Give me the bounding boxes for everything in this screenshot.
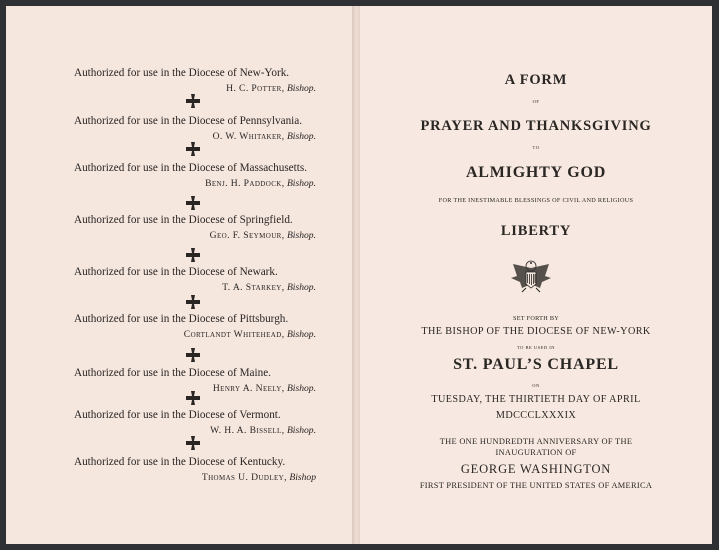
title-liberty: LIBERTY	[500, 223, 572, 239]
bishop-name: Geo. F. Seymour,	[209, 230, 285, 241]
bishop-title: Bishop.	[286, 425, 316, 436]
bishop-title: Bishop.	[286, 178, 316, 189]
entry-line: Authorized for use in the Diocese of New-York.	[74, 67, 290, 79]
bishop-title: Bishop.	[286, 230, 316, 241]
line-year: MDCCCLXXXIX	[495, 410, 577, 421]
diocese-entry-pittsburgh	[74, 313, 316, 340]
bishop-title: Bishop.	[286, 383, 316, 394]
diocese-entry-springfield	[74, 214, 316, 241]
diocese-entry-pennsylvania	[74, 115, 316, 142]
diocese-entry-massachusetts	[74, 162, 316, 189]
bishop-title: Bishop.	[286, 131, 316, 142]
line-anniversary: THE ONE HUNDREDTH ANNIVERSARY OF THE	[439, 437, 633, 446]
maltese-cross-icon	[186, 391, 200, 405]
diocese-entry-kentucky	[74, 456, 316, 483]
bishop-name: T. A. Starkey,	[222, 282, 285, 293]
bishop-name: H. C. Potter,	[226, 83, 285, 94]
diocese-entry-vermont	[74, 409, 316, 436]
title-st-pauls-chapel: ST. PAUL’S CHAPEL	[453, 356, 619, 373]
line-inauguration: INAUGURATION OF	[495, 448, 577, 457]
maltese-cross-icon	[186, 348, 200, 362]
label-to: TO	[532, 145, 540, 150]
maltese-cross-icon	[186, 248, 200, 262]
label-set-forth-by: SET FORTH BY	[512, 315, 560, 322]
eagle-seal-icon	[508, 254, 554, 300]
diocese-entry-new-york	[74, 67, 316, 94]
title-a-form: A FORM	[504, 72, 568, 88]
line-date: TUESDAY, THE THIRTIETH DAY OF APRIL	[431, 394, 641, 405]
name-george-washington: GEORGE WASHINGTON	[460, 462, 612, 476]
bishop-title: Bishop	[289, 472, 316, 483]
title-prayer-thanksgiving: PRAYER AND THANKSGIVING	[420, 118, 652, 134]
maltese-cross-icon	[186, 295, 200, 309]
entry-line: Authorized for use in the Diocese of Pittsburgh.	[74, 313, 289, 325]
entry-line: Authorized for use in the Diocese of Massachusetts.	[74, 162, 308, 174]
bishop-name: Thomas U. Dudley,	[201, 472, 287, 483]
entry-line: Authorized for use in the Diocese of Maine.	[74, 367, 271, 379]
entry-line: Authorized for use in the Diocese of Newark.	[74, 266, 278, 278]
subtitle-blessings: FOR THE INESTIMABLE BLESSINGS OF CIVIL AND RELIGIOUS	[438, 197, 634, 204]
bishop-title: Bishop.	[286, 282, 316, 293]
right-page	[360, 6, 712, 544]
maltese-cross-icon	[186, 436, 200, 450]
bishop-name: Benj. H. Paddock,	[205, 178, 285, 189]
entry-line: Authorized for use in the Diocese of Pennsylvania.	[74, 115, 303, 127]
maltese-cross-icon	[186, 94, 200, 108]
title-almighty-god: ALMIGHTY GOD	[465, 164, 607, 181]
line-bishop-diocese: THE BISHOP OF THE DIOCESE OF NEW-YORK	[421, 326, 651, 337]
bishop-name: Cortlandt Whitehead,	[183, 329, 285, 340]
label-on: ON	[532, 383, 540, 388]
diocese-entry-newark	[74, 266, 316, 293]
entry-line: Authorized for use in the Diocese of Vermont.	[74, 409, 281, 421]
bishop-title: Bishop.	[286, 329, 316, 340]
diocese-entry-maine	[74, 367, 316, 394]
bishop-name: Henry A. Neely,	[212, 383, 285, 394]
label-of: OF	[532, 99, 540, 104]
maltese-cross-icon	[186, 196, 200, 210]
entry-line: Authorized for use in the Diocese of Kentucky.	[74, 456, 286, 468]
left-page	[6, 6, 354, 544]
label-to-be-used-in: TO BE USED IN	[516, 345, 556, 350]
bishop-name: O. W. Whitaker,	[212, 131, 285, 142]
bishop-name: W. H. A. Bissell,	[210, 425, 285, 436]
maltese-cross-icon	[186, 142, 200, 156]
line-first-president: FIRST PRESIDENT OF THE UNITED STATES OF AMERICA	[419, 481, 653, 490]
entry-line: Authorized for use in the Diocese of Springfield.	[74, 214, 293, 226]
bishop-title: Bishop.	[286, 83, 316, 94]
